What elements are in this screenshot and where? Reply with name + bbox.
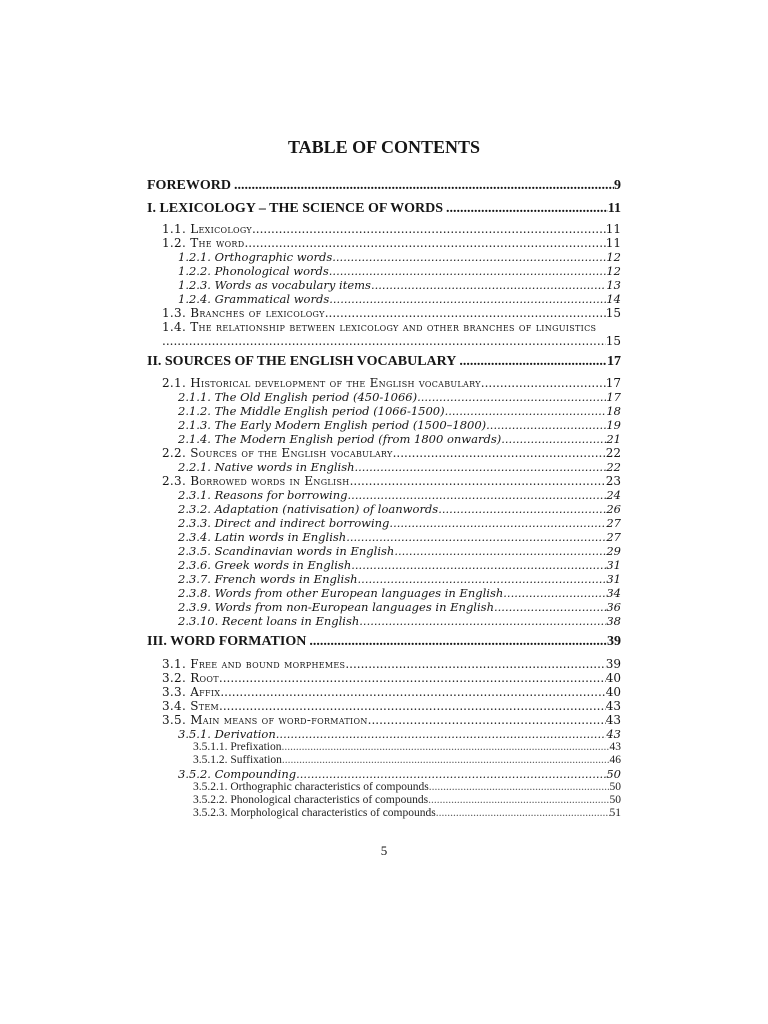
entry-page: 13 bbox=[606, 278, 621, 292]
dot-leader bbox=[389, 516, 606, 530]
dot-leader bbox=[219, 699, 606, 713]
toc-entry-2-3-7 bbox=[147, 572, 621, 586]
dot-leader bbox=[368, 713, 606, 727]
chapter-3-entries bbox=[147, 657, 621, 820]
entry-page: 31 bbox=[606, 558, 621, 572]
entry-label: 1.2.1. Orthographic words bbox=[178, 250, 333, 264]
dot-leader bbox=[325, 306, 606, 320]
entry-page: 18 bbox=[606, 404, 621, 418]
toc-entry-3-5 bbox=[147, 713, 621, 727]
entry-label: 2.1. Historical development of the English vocabulary bbox=[162, 376, 481, 390]
entry-label: 1.3. Branches of lexicology bbox=[162, 306, 325, 320]
entry-page: 43 bbox=[605, 713, 621, 727]
entry-page: 11 bbox=[607, 201, 621, 216]
dot-leader bbox=[281, 741, 609, 754]
dot-leader bbox=[346, 530, 606, 544]
dot-leader bbox=[459, 354, 607, 370]
entry-page: 51 bbox=[609, 807, 621, 819]
entry-label: 3.4. Stem bbox=[162, 699, 220, 713]
entry-page: 43 bbox=[609, 741, 621, 753]
entry-label: 3.2. Root bbox=[162, 671, 219, 685]
entry-label: 3.5.2.3. Morphological characteristics of compounds bbox=[193, 807, 436, 819]
entry-label: 2.3.8. Words from other European languages in English bbox=[178, 586, 504, 600]
entry-page: 11 bbox=[605, 222, 621, 236]
entry-page: 22 bbox=[606, 460, 621, 474]
dot-leader bbox=[358, 572, 607, 586]
toc-entry-chapter-2 bbox=[147, 354, 621, 370]
entry-page: 23 bbox=[605, 474, 621, 488]
chapter-2-entries bbox=[147, 376, 621, 628]
toc-entry-1-2-3 bbox=[147, 278, 621, 292]
toc-entry-1-2-2 bbox=[147, 264, 621, 278]
entry-page: 27 bbox=[606, 530, 621, 544]
dot-leader bbox=[162, 334, 606, 348]
dot-leader bbox=[446, 201, 608, 217]
dot-leader bbox=[234, 178, 614, 194]
toc-entry-3-4 bbox=[147, 699, 621, 713]
dot-leader bbox=[436, 807, 610, 820]
entry-page: 19 bbox=[606, 418, 621, 432]
table-of-contents bbox=[147, 178, 621, 820]
toc-entry-2-3-10 bbox=[147, 614, 621, 628]
entry-label: 3.5.1.2. Suffixation bbox=[193, 754, 282, 766]
entry-page: 12 bbox=[606, 250, 621, 264]
toc-entry-2-3-2 bbox=[147, 502, 621, 516]
entry-page: 24 bbox=[606, 488, 621, 502]
entry-page: 31 bbox=[606, 572, 621, 586]
entry-page: 17 bbox=[607, 354, 621, 369]
toc-entry-2-3-8 bbox=[147, 586, 621, 600]
toc-entry-2-3-1 bbox=[147, 488, 621, 502]
entry-page: 34 bbox=[606, 586, 621, 600]
toc-entry-3-5-1-1 bbox=[147, 741, 621, 754]
toc-entry-3-5-2-1 bbox=[147, 781, 621, 794]
entry-page: 50 bbox=[609, 794, 621, 806]
toc-entry-2-3-6 bbox=[147, 558, 621, 572]
entry-label: 2.3.2. Adaptation (nativisation) of loanwords bbox=[178, 502, 439, 516]
dot-leader bbox=[282, 754, 610, 767]
dot-leader bbox=[481, 376, 606, 390]
entry-page: 14 bbox=[606, 292, 621, 306]
entry-page: 43 bbox=[606, 727, 621, 741]
toc-entry-2-3 bbox=[147, 474, 621, 488]
entry-page: 15 bbox=[605, 334, 621, 348]
entry-label: 3.5. Main means of word-formation bbox=[162, 713, 368, 727]
entry-page: 9 bbox=[614, 178, 621, 193]
dot-leader bbox=[220, 685, 605, 699]
toc-entry-2-1-3 bbox=[147, 418, 621, 432]
toc-entry-2-1-1 bbox=[147, 390, 621, 404]
dot-leader bbox=[345, 657, 605, 671]
entry-page: 21 bbox=[606, 432, 621, 446]
dot-leader bbox=[276, 727, 607, 741]
toc-entry-1-3 bbox=[147, 306, 621, 320]
entry-label: 2.3.3. Direct and indirect borrowing bbox=[178, 516, 390, 530]
entry-label: 3.5.2.1. Orthographic characteristics of compounds bbox=[193, 781, 429, 793]
dot-leader bbox=[355, 460, 607, 474]
entry-label: FOREWORD bbox=[147, 178, 231, 193]
toc-entry-chapter-3 bbox=[147, 634, 621, 650]
toc-entry-2-1-4 bbox=[147, 432, 621, 446]
toc-entry-1-2-1 bbox=[147, 250, 621, 264]
entry-leader-line bbox=[147, 334, 621, 348]
entry-label: 3.5.1. Derivation bbox=[178, 727, 276, 741]
toc-entry-2-2 bbox=[147, 446, 621, 460]
toc-entry-3-5-2-3 bbox=[147, 807, 621, 820]
entry-label: 2.3. Borrowed words in English bbox=[162, 474, 350, 488]
entry-page: 26 bbox=[606, 502, 621, 516]
toc-title: TABLE OF CONTENTS bbox=[287, 137, 481, 157]
entry-label: 2.2.1. Native words in English bbox=[178, 460, 355, 474]
entry-page: 50 bbox=[609, 781, 621, 793]
toc-entry-2-3-9 bbox=[147, 600, 621, 614]
toc-entry-1-4 bbox=[147, 320, 621, 348]
entry-label: 2.3.10. Recent loans in English bbox=[178, 614, 360, 628]
entry-page: 39 bbox=[605, 657, 621, 671]
dot-leader bbox=[252, 222, 606, 236]
entry-label: 2.1.3. The Early Modern English period (1500–1800) bbox=[178, 418, 487, 432]
entry-label: 3.5.2.2. Phonological characteristics of compounds bbox=[193, 794, 429, 806]
entry-page: 50 bbox=[606, 767, 621, 781]
entry-label: 2.1.2. The Middle English period (1066-1500) bbox=[178, 404, 445, 418]
toc-entry-3-2 bbox=[147, 671, 621, 685]
entry-page: 29 bbox=[606, 544, 621, 558]
toc-entry-2-1 bbox=[147, 376, 621, 390]
dot-leader bbox=[429, 781, 610, 794]
entry-label: 1.4. The relationship between lexicology and other branches of linguistics bbox=[162, 320, 597, 334]
page-number: 5 bbox=[380, 843, 388, 858]
toc-entry-2-1-2 bbox=[147, 404, 621, 418]
dot-leader bbox=[348, 488, 607, 502]
dot-leader bbox=[351, 558, 606, 572]
dot-leader bbox=[219, 671, 606, 685]
toc-entry-chapter-1 bbox=[147, 201, 621, 217]
toc-entry-3-3 bbox=[147, 685, 621, 699]
toc-entry-3-1 bbox=[147, 657, 621, 671]
entry-label: 2.3.9. Words from non-European languages in English bbox=[178, 600, 494, 614]
entry-label: 2.3.7. French words in English bbox=[178, 572, 358, 586]
dot-leader bbox=[244, 236, 605, 250]
toc-entry-2-2-1 bbox=[147, 460, 621, 474]
entry-label: 2.1.4. The Modern English period (from 1800 onwards) bbox=[178, 432, 502, 446]
entry-label: 1.2. The word bbox=[162, 236, 245, 250]
entry-label: 3.1. Free and bound morphemes bbox=[162, 657, 346, 671]
entry-page: 17 bbox=[605, 376, 621, 390]
entry-page: 40 bbox=[605, 671, 621, 685]
dot-leader bbox=[494, 600, 606, 614]
dot-leader bbox=[296, 767, 606, 781]
entry-page: 22 bbox=[605, 446, 621, 460]
entry-label: 2.3.6. Greek words in English bbox=[178, 558, 352, 572]
toc-entry-3-5-1 bbox=[147, 727, 621, 741]
dot-leader bbox=[359, 614, 606, 628]
entry-label: 2.3.5. Scandinavian words in English bbox=[178, 544, 395, 558]
entry-page: 36 bbox=[606, 600, 621, 614]
dot-leader bbox=[501, 432, 606, 446]
entry-label: 1.1. Lexicology bbox=[162, 222, 252, 236]
dot-leader bbox=[503, 586, 606, 600]
entry-label: 3.5.1.1. Prefixation bbox=[193, 741, 282, 753]
entry-page: 46 bbox=[609, 754, 621, 766]
entry-line bbox=[147, 320, 621, 334]
entry-label: 2.1.1. The Old English period (450-1066) bbox=[178, 390, 418, 404]
dot-leader bbox=[438, 502, 606, 516]
dot-leader bbox=[428, 794, 609, 807]
dot-leader bbox=[329, 264, 607, 278]
dot-leader bbox=[332, 250, 606, 264]
entry-page: 12 bbox=[606, 264, 621, 278]
toc-entry-1-1 bbox=[147, 222, 621, 236]
entry-label: 3.3. Affix bbox=[162, 685, 221, 699]
entry-label: 2.2. Sources of the English vocabulary bbox=[162, 446, 393, 460]
entry-page: 39 bbox=[607, 634, 621, 649]
entry-page: 43 bbox=[605, 699, 621, 713]
entry-label: II. SOURCES OF THE ENGLISH VOCABULARY bbox=[147, 354, 457, 369]
entry-label: I. LEXICOLOGY – THE SCIENCE OF WORDS bbox=[147, 201, 444, 216]
toc-entry-2-3-5 bbox=[147, 544, 621, 558]
entry-label: 1.2.3. Words as vocabulary items bbox=[178, 278, 371, 292]
entry-label: 1.2.2. Phonological words bbox=[178, 264, 329, 278]
entry-page: 11 bbox=[605, 236, 621, 250]
dot-leader bbox=[393, 446, 606, 460]
chapter-1-entries bbox=[147, 222, 621, 348]
toc-entry-3-5-2 bbox=[147, 767, 621, 781]
toc-entry-1-2-4 bbox=[147, 292, 621, 306]
dot-leader bbox=[394, 544, 606, 558]
toc-entry-3-5-2-2 bbox=[147, 794, 621, 807]
dot-leader bbox=[445, 404, 607, 418]
dot-leader bbox=[309, 634, 607, 650]
entry-page: 17 bbox=[606, 390, 621, 404]
entry-label: 1.2.4. Grammatical words bbox=[178, 292, 330, 306]
toc-entry-foreword bbox=[147, 178, 621, 194]
dot-leader bbox=[486, 418, 606, 432]
toc-entry-1-2 bbox=[147, 236, 621, 250]
dot-leader bbox=[329, 292, 606, 306]
entry-label: 2.3.1. Reasons for borrowing bbox=[178, 488, 348, 502]
entry-page: 40 bbox=[605, 685, 621, 699]
dot-leader bbox=[371, 278, 606, 292]
entry-label: 2.3.4. Latin words in English bbox=[178, 530, 347, 544]
dot-leader bbox=[417, 390, 606, 404]
entry-page: 15 bbox=[605, 306, 621, 320]
entry-page: 27 bbox=[606, 516, 621, 530]
entry-label: 3.5.2. Compounding bbox=[178, 767, 297, 781]
entry-page: 38 bbox=[606, 614, 621, 628]
toc-entry-3-5-1-2 bbox=[147, 754, 621, 767]
toc-entry-2-3-4 bbox=[147, 530, 621, 544]
toc-entry-2-3-3 bbox=[147, 516, 621, 530]
dot-leader bbox=[350, 474, 606, 488]
entry-label: III. WORD FORMATION bbox=[147, 634, 307, 649]
